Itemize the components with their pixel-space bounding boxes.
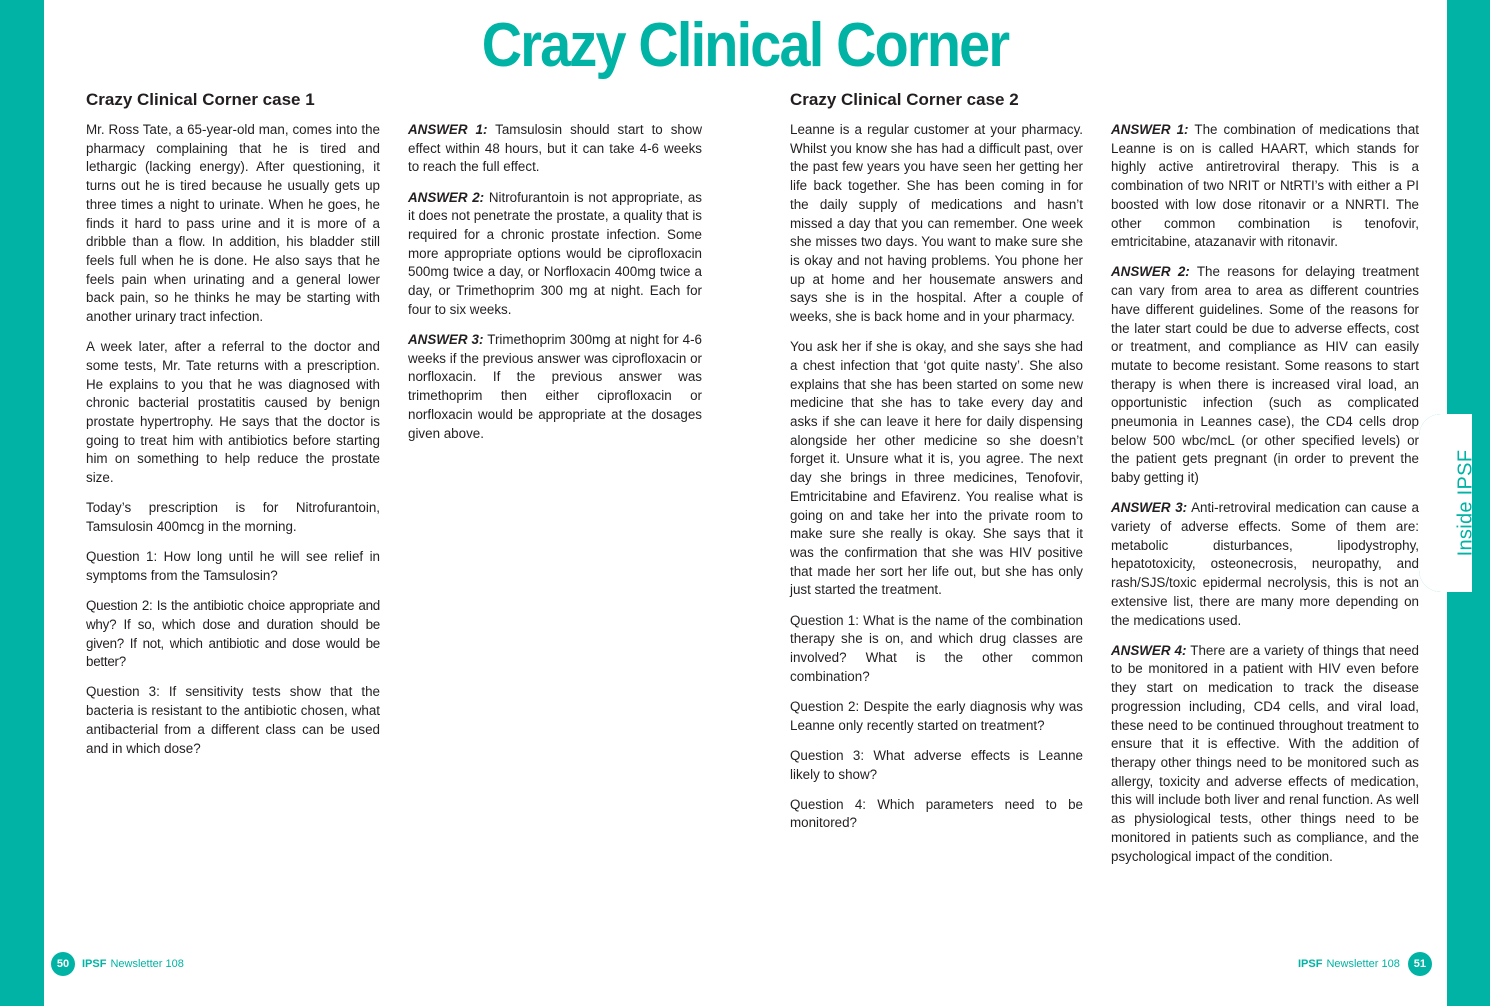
footer-publication: Newsletter 108 [110, 958, 184, 970]
case-2-answer-4 [1111, 642, 1419, 866]
case-2-heading: Crazy Clinical Corner case 2 [790, 90, 1019, 109]
answer-text: Trimethoprim 300mg at night for 4-6 weeks if the previous answer was ciprofloxacin or norfloxacin. If the previous answer was trimethoprim then either ciprofloxacin or norfloxacin would be appropriate at the dosages given above. [408, 332, 703, 441]
case-2-paragraph: Leanne is a regular customer at your pharmacy. Whilst you know she has had a difficult past, over the past few years you have seen her getting her life back together. She has been coming in for the daily supply of medications and hasn’t missed a day that you can remember. One week she misses two days. You want to make sure she is okay and not having problems. You phone her up at home and her housemate answers and says she is in the hospital. After a couple of weeks, she is back home and in your pharmacy. [790, 122, 1083, 325]
answer-label: ANSWER 4: [1111, 642, 1187, 658]
case-2-answers [1111, 121, 1419, 878]
answer-label: ANSWER 1: [408, 122, 488, 137]
case-2-answer-1 [1111, 121, 1419, 252]
footer-publication: Newsletter 108 [1326, 958, 1400, 970]
answer-text: There are a variety of things that need to be monitored in a patient with HIV even before they start on medication to track the disease progression including, CD4 cells, and viral load, these need to be continued throughout treatment to ensure that it is effective. With the addition of therapy other things need to be monitored such as allergy, toxicity and adverse effects of medication, this will include both liver and renal function. As well as physiological tests, other things need to be monitored in patients such as compliance, and the psychological impact of the condition. [1111, 642, 1419, 864]
case-2-answer-3 [1111, 499, 1419, 630]
footer-left [51, 952, 184, 976]
footer-right [1298, 952, 1432, 976]
case-1-question-2: Question 2: Is the antibiotic choice appropriate and why? If so, which dose and duration should be given? If not, which antibiotic and dose would be better? [86, 598, 380, 670]
case-2-question-2: Question 2: Despite the early diagnosis why was Leanne only recently started on treatment? [790, 698, 1083, 733]
case-1-answer-3 [408, 331, 702, 443]
page-title: Crazy Clinical Corner [481, 11, 1009, 80]
case-1-heading: Crazy Clinical Corner case 1 [86, 90, 315, 109]
case-1-paragraph: Today’s prescription is for Nitrofurantoin, Tamsulosin 400mcg in the morning. [86, 500, 380, 535]
case-2-question-4: Question 4: Which parameters need to be monitored? [790, 796, 1083, 831]
case-2-body [790, 121, 1083, 845]
case-2-answer-2 [1111, 263, 1419, 487]
page-number-badge: 50 [51, 952, 75, 976]
answer-label: ANSWER 1: [1111, 122, 1189, 137]
footer-brand: IPSF [82, 958, 107, 970]
footer-brand: IPSF [1298, 958, 1323, 970]
answer-label: ANSWER 3: [408, 332, 484, 348]
case-1-body [86, 121, 380, 770]
case-2-question-1: Question 1: What is the name of the combination therapy she is on, and which drug classes are involved? What is the other common combination? [790, 612, 1083, 684]
case-1-paragraph: A week later, after a referral to the doctor and some tests, Mr. Tate returns with a prescription. He explains to you that he was diagnosed with chronic bacterial prostatitis caused by benign prostate hypertrophy. He says that the doctor is going to treat him with antibiotics before starting him on something to help reduce the prostate size. [86, 339, 380, 486]
case-2-question-3: Question 3: What adverse effects is Leanne likely to show? [790, 747, 1083, 782]
case-2-paragraph: You ask her if she is okay, and she says she had a chest infection that ‘got quite nasty’. She also explains that she has been started on some new medicine that she has to take every day and asks if she can leave it here for daily dispensing alongside her other medicine so she doesn’t forget it. Unsure what it is, you agree. The next day she brings in three medicines, Tenofovir, Emtricitabine and Efavirenz. You realise what is going on and take her into the private room to make sure she really is okay. She says that it was the confirmation that she was HIV positive that made her sort her life out, but she has only just started the treatment. [790, 339, 1083, 598]
case-1-answer-1 [408, 121, 702, 177]
answer-text: Anti-retroviral medication can cause a variety of adverse effects. Some of them are: metabolic disturbances, lipodystrophy, hepatotoxicity, osteonecrosis, neuropathy, and rash/SJS/toxic epidermal necrolysis, this is not an extensive list, there are many more depending on the medications used. [1111, 500, 1420, 628]
case-1-paragraph: Mr. Ross Tate, a 65-year-old man, comes into the pharmacy complaining that he is tired and lethargic (lacking energy). After questioning, it turns out he is tired because he usually gets up three times a night to urinate. When he goes, he finds it hard to pass urine and it is more of a dribble than a flow. In addition, his bladder still feels full when he is done. He also says that he feels pain when urinating and a general lower back pain, so he thinks he may be starting with another urinary tract infection. [86, 122, 380, 325]
case-1-answers [408, 121, 702, 455]
answer-text: Nitrofurantoin is not appropriate, as it does not penetrate the prostate, a quality that is required for a chronic prostate infection. Some more appropriate options would be ciprofloxacin 500mg twice a day, or Norfloxacin 400mg twice a day, or Trimethoprim 300 mg at night. Each for four to six weeks. [408, 189, 702, 317]
answer-text: The combination of medications that Leanne is on is called HAART, which stands for highly active antiretroviral therapy. This is a combination of two NRIT or NtRTI’s with either a PI boosted with low dose ritonavir or a NNRTI. The other common combination is tenofovir, emtricitabine, atazanavir with ritonavir. [1111, 122, 1420, 250]
case-1-question-3: Question 3: If sensitivity tests show that the bacteria is resistant to the antibiotic chosen, what antibacterial from a different class can be used and in which dose? [86, 684, 380, 756]
answer-text: Tamsulosin should start to show effect within 48 hours, but it can take 4-6 weeks to reach the full effect. [408, 122, 702, 175]
case-1-question-1: Question 1: How long until he will see relief in symptoms from the Tamsulosin? [86, 549, 380, 583]
answer-label: ANSWER 2: [408, 189, 485, 205]
answer-label: ANSWER 2: [1111, 264, 1190, 280]
case-1-answer-2 [408, 189, 702, 320]
left-accent-bar [0, 0, 44, 1006]
answer-text: The reasons for delaying treatment can vary from area to area as different countries have different guidelines. Some of the reasons for the later start could be due to adverse effects, cost or treatment, and compliance as HIV can easily mutate to become resistant. Some reasons to start therapy is when there is increased viral load, an opportunistic infection (such as complicated pneumonia in Leannes case), the CD4 cells drop below 500 wbc/mcL (or other specified levels) or the patient gets pregnant (in order to prevent the baby getting it) [1111, 264, 1419, 486]
section-label: Inside IPSF [1454, 449, 1477, 557]
page-number-badge: 51 [1408, 952, 1432, 976]
answer-label: ANSWER 3: [1111, 500, 1188, 516]
